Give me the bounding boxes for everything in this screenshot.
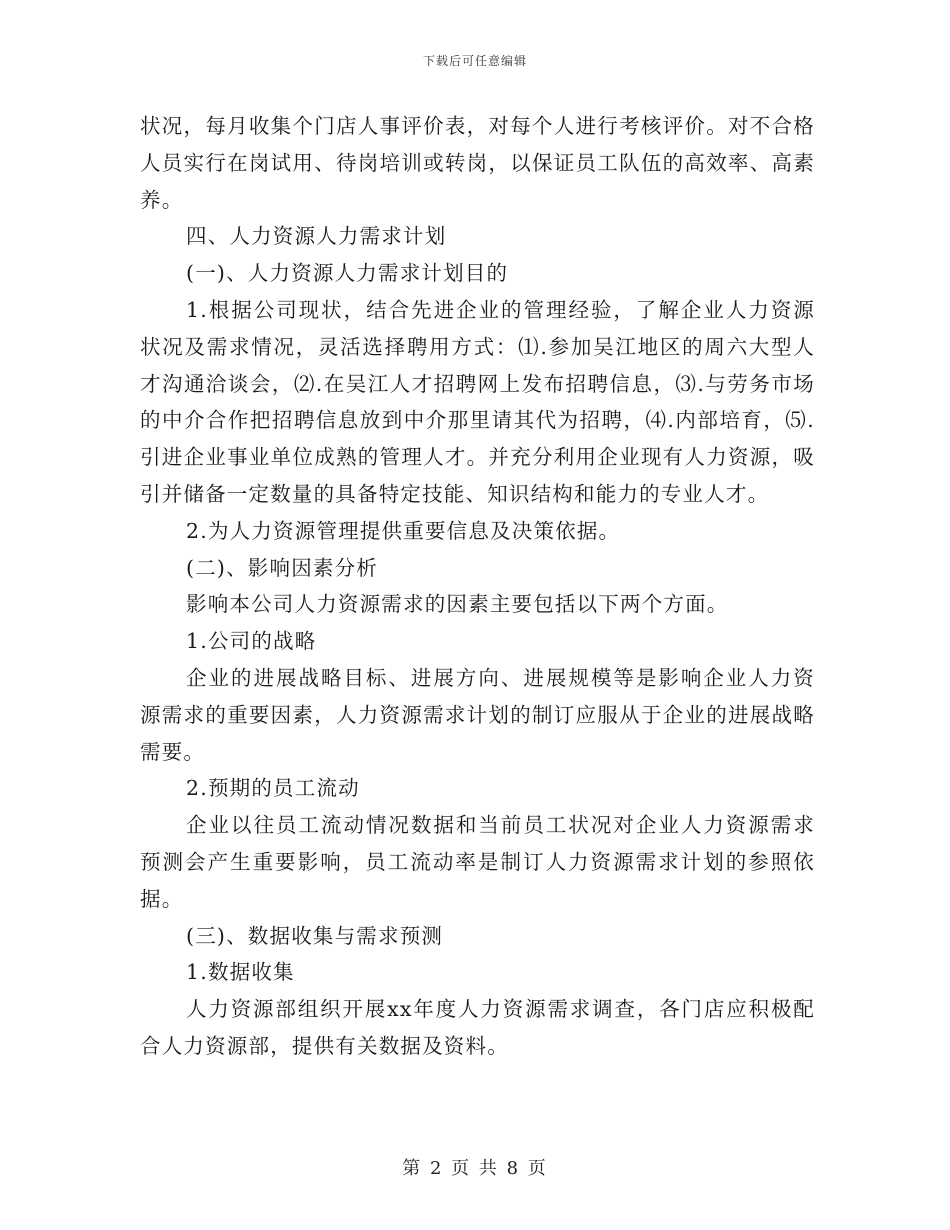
- item-heading: 2.预期的员工流动: [186, 776, 360, 801]
- footer-middle: 页 共: [451, 1158, 499, 1179]
- paragraph: 企业的进展战略目标、进展方向、进展规模等是影响企业人力资源需求的重要因素，人力资源需求计划的制订应服从于企业的进展战略需要。: [140, 665, 815, 764]
- paragraph: 状况，每月收集个门店人事评价表，对每个人进行考核评价。对不合格人员实行在岗试用、待岗培训或转岗，以保证员工队伍的高效率、高素养。: [140, 114, 815, 212]
- subsection-heading: (一)、人力资源人力需求计划目的: [186, 261, 509, 286]
- footer-prefix: 第: [402, 1158, 423, 1179]
- document-body: [140, 108, 815, 1065]
- item-heading: 1.公司的战略: [186, 629, 317, 654]
- paragraph: 1.根据公司现状，结合先进企业的管理经验，了解企业人力资源状况及需求情况，灵活选择聘用方式：⑴.参加吴江地区的周六大型人才沟通洽谈会，⑵.在吴江人才招聘网上发布招聘信息，⑶.与劳务市场的中介合作把招聘信息放到中介那里请其代为招聘，⑷.内部培育，⑸.引进企业事业单位成熟的管理人才。并充分利用企业现有人力资源，吸引并储备一定数量的具备特定技能、知识结构和能力的专业人才。: [140, 297, 815, 506]
- page-header-note: 下载后可任意编辑: [422, 54, 527, 68]
- paragraph: 企业以往员工流动情况数据和当前员工状况对企业人力资源需求预测会产生重要影响，员工流动率是制订人力资源需求计划的参照依据。: [140, 813, 815, 911]
- item-heading: 1.数据收集: [186, 960, 295, 985]
- footer-suffix: 页: [527, 1158, 548, 1179]
- subsection-heading: (三)、数据收集与需求预测: [186, 923, 444, 948]
- paragraph: 2.为人力资源管理提供重要信息及决策依据。: [186, 518, 621, 543]
- paragraph: 影响本公司人力资源需求的因素主要包括以下两个方面。: [186, 592, 729, 617]
- paragraph: 人力资源部组织开展xx年度人力资源需求调查，各门店应积极配合人力资源部，提供有关数据及资料。: [140, 997, 815, 1058]
- page-footer: [0, 1154, 950, 1180]
- section-heading: 四、人力资源人力需求计划: [186, 224, 447, 249]
- footer-page-number: 2: [429, 1158, 444, 1179]
- footer-total-pages: 8: [506, 1158, 521, 1179]
- subsection-heading: (二)、影响因素分析: [186, 555, 378, 580]
